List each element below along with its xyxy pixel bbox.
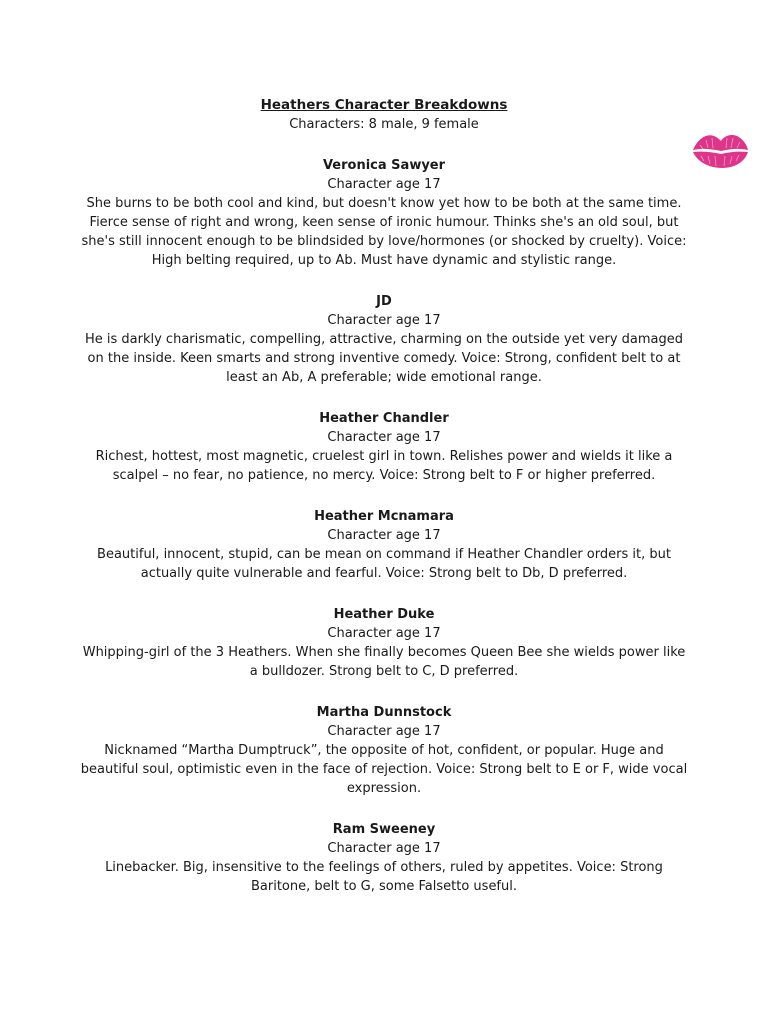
character-name: Heather Chandler: [319, 411, 449, 426]
document-title: Heathers Character Breakdowns: [260, 97, 508, 113]
character-age: Character age 17: [327, 528, 441, 543]
character-description: Whipping-girl of the 3 Heathers. When she finally becomes Queen Bee she wields power like a bulldozer. Strong belt to C, D preferred.: [82, 645, 686, 679]
character-age: Character age 17: [327, 430, 441, 445]
character-martha-dunnstock: [80, 703, 688, 798]
lipstick-kiss-icon: [690, 128, 750, 172]
character-jd: [80, 292, 688, 387]
character-heather-mcnamara: [80, 507, 688, 583]
character-description: Nicknamed “Martha Dumptruck”, the opposite of hot, confident, or popular. Huge and beautiful soul, optimistic even in the face of rejection. Voice: Strong belt to E or F, wide vocal expression.: [80, 743, 688, 796]
character-description: He is darkly charismatic, compelling, attractive, charming on the outside yet very damaged on the inside. Keen smarts and strong inventive comedy. Voice: Strong, confident belt to at least an Ab, A preferable; wide emotional range.: [84, 332, 684, 385]
character-age: Character age 17: [327, 724, 441, 739]
character-age: Character age 17: [327, 626, 441, 641]
character-veronica-sawyer: [80, 156, 688, 270]
character-name: Heather Duke: [333, 607, 435, 622]
character-age: Character age 17: [327, 841, 441, 856]
character-heather-duke: [80, 605, 688, 681]
character-name: JD: [376, 294, 392, 309]
document-page: [80, 96, 688, 896]
character-description: Richest, hottest, most magnetic, cruelest girl in town. Relishes power and wields it like a scalpel – no fear, no patience, no mercy. Voice: Strong belt to F or higher preferred.: [95, 449, 673, 483]
character-description: Linebacker. Big, insensitive to the feelings of others, ruled by appetites. Voice: Strong Baritone, belt to G, some Falsetto useful.: [105, 860, 663, 894]
character-description: She burns to be both cool and kind, but doesn't know yet how to be both at the same time. Fierce sense of right and wrong, keen sense of ironic humour. Thinks she's an old soul, but she's still innocent enough to be blindsided by love/hormones (or shocked by cruelty). Voice: High belting required, up to Ab. Must have dynamic and stylistic range.: [81, 196, 687, 268]
character-age: Character age 17: [327, 177, 441, 192]
character-name: Martha Dunnstock: [316, 705, 452, 720]
character-age: Character age 17: [327, 313, 441, 328]
character-description: Beautiful, innocent, stupid, can be mean on command if Heather Chandler orders it, but actually quite vulnerable and fearful. Voice: Strong belt to Db, D preferred.: [97, 547, 671, 581]
document-subtitle: Characters: 8 male, 9 female: [289, 117, 479, 132]
character-heather-chandler: [80, 409, 688, 485]
character-ram-sweeney: [80, 820, 688, 896]
character-name: Ram Sweeney: [332, 822, 436, 837]
character-name: Heather Mcnamara: [314, 509, 454, 524]
character-name: Veronica Sawyer: [322, 158, 446, 173]
